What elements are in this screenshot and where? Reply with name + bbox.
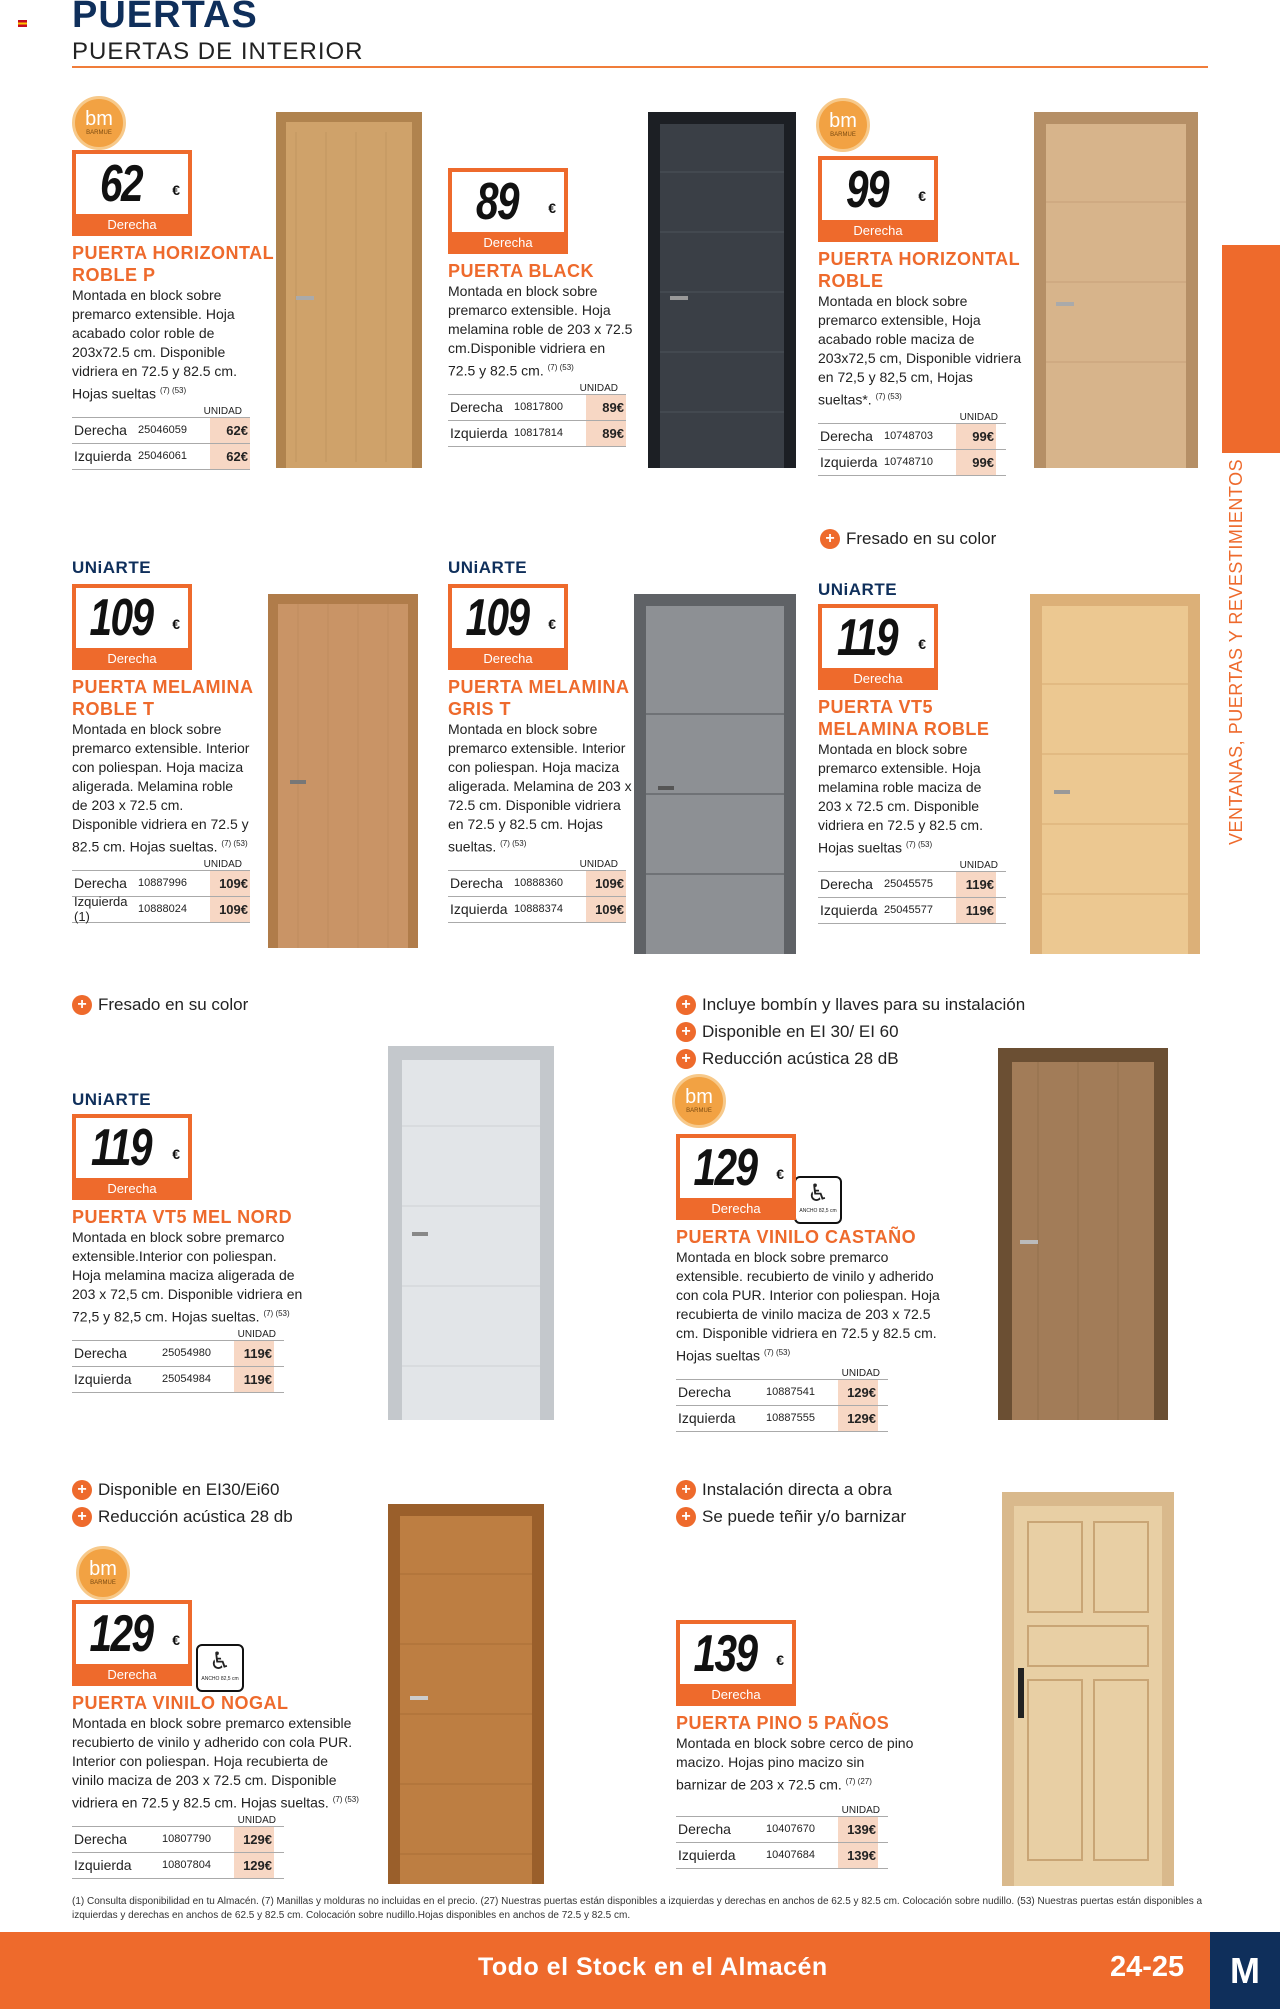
table-row: Izquierda 25045577 119€ [818, 898, 1006, 924]
page-numbers: 24-25 [1110, 1951, 1185, 1983]
price-tag: 129 € Derecha [72, 1600, 192, 1686]
price-table [72, 1340, 284, 1393]
table-row: Izquierda 10887555 129€ [676, 1406, 888, 1432]
footnote: (1) Consulta disponibilidad en tu Almacén. (7) Manillas y molduras no incluidas en el precio. (27) Nuestras puertas están disponibles a izquierdas y derechas en anchos de 62.5 y 82.5 cm. Colocación sobre nudillo. (53) Nuestras puertas están disponibles a izquierdas y derechas en anchos de 62.5 y 82.5 cm. Colocación sobre nudillo.Hojas disponibles en anchos de 72.5 y 82.5 cm. [72, 1896, 1203, 1921]
plus-icon: + [72, 995, 92, 1015]
price-table [72, 870, 250, 923]
product-description: Montada en block sobre premarco extensible, Hoja acabado roble maciza de 203x72,5 cm, Disponible vidriera en 72,5 y 82,5 cm, Hojas sueltas*. $^{(7) (53)}$ [818, 293, 1022, 408]
bm-brand-logo: bm BARMUE [72, 96, 126, 150]
feature-instalacion: + Instalación directa a obra [676, 1477, 892, 1503]
price-table [448, 870, 626, 923]
product-name: PUERTA MELAMINA ROBLE T [72, 677, 254, 719]
product-name: PUERTA BLACK [448, 261, 594, 281]
table-row: Derecha 25045575 119€ [818, 872, 1006, 898]
product-name: PUERTA VT5 MEL NORD [72, 1207, 293, 1227]
product-description: Montada en block sobre premarco extensible. recubierto de vinilo y adherido con cola PUR. Interior con poliespan. Hoja recubierta de vinilo maciza de 203 x 72.5 cm. Disponible vidriera en 72.5 y 82.5 cm. Hojas sueltas $^{(7) (53)}$ [676, 1249, 940, 1364]
table-row: Izquierda 25046061 62€ [72, 444, 250, 470]
table-row: Derecha 25054980 119€ [72, 1341, 284, 1367]
product-name: PUERTA VINILO CASTAÑO [676, 1227, 917, 1247]
plus-icon: + [72, 1480, 92, 1500]
price-tag: 109 € Derecha [72, 584, 192, 670]
table-row: Derecha 25046059 62€ [72, 418, 250, 444]
uniarte-brand-logo: UNiARTE [818, 580, 898, 599]
plus-icon: + [676, 1507, 696, 1527]
price-tag: 119 € Derecha [818, 604, 938, 690]
product-name: PUERTA HORIZONTAL ROBLE P [72, 243, 275, 285]
price-tag: 109 € Derecha [448, 584, 568, 670]
price-tag: 89 € Derecha [448, 168, 568, 254]
table-row: Derecha 10817800 89€ [448, 395, 626, 421]
product-card: 129 € Derecha PUERTA VINILO NOGAL Montada en block sobre premarco extensible recubierto de vinilo y adherido con cola PUR. Interior con poliespan. Hoja recubierta de vinilo maciza de 203 x 72.5 cm. Disponible vidriera en 72.5 y 82.5 cm. Hojas sueltas. $^{(7) (53)}$ UNIDAD Derecha 10807790 129€ Izquierda 10807804 129€ [72, 1600, 352, 1879]
plus-icon: + [676, 995, 696, 1015]
table-row: Derecha 10748703 99€ [818, 424, 1006, 450]
page-title: PUERTAS [72, 0, 258, 36]
plus-icon: + [676, 1480, 696, 1500]
uniarte-brand-logo: UNiARTE [448, 558, 528, 577]
product-description: Montada en block sobre premarco extensible.Interior con poliespan. Hoja melamina maciza aligerada de 203 x 72,5 cm. Disponible vidriera en 72,5 y 82,5 cm. Hojas sueltas. $^{(7) (53)}$ [72, 1229, 303, 1325]
price-table [818, 423, 1006, 476]
price-table [448, 394, 626, 447]
flag-icon [18, 20, 27, 27]
product-card: 109 € Derecha PUERTA MELAMINA ROBLE T Montada en block sobre premarco extensible. Interior con poliespan. Hoja maciza aligerada. Melamina roble de 203 x 72.5 cm. Disponible vidriera en 72.5 y 82.5 cm. Hojas sueltas. $^{(7) (53)}$ UNIDAD Derecha 10887996 109€ Izquierda (1) 10888024 109€ [72, 584, 352, 923]
product-card: 62 € Derecha PUERTA HORIZONTAL ROBLE P Montada en block sobre premarco extensible. Hoja acabado color roble de 203x72.5 cm. Disponible vidriera en 72.5 y 82.5 cm. Hojas sueltas $^{(7) (53)}$ UNIDAD Derecha 25046059 62€ Izquierda 25046061 62€ [72, 150, 352, 470]
feature-fresado: + Fresado en su color [820, 526, 996, 552]
product-description: Montada en block sobre premarco extensible. Hoja melamina roble de 203 x 72.5 cm.Disponible vidriera en 72.5 y 82.5 cm. $^{(7) (53)}$ [448, 283, 633, 379]
door-image [388, 1046, 554, 1420]
feature-fresado: + Fresado en su color [72, 992, 248, 1018]
plus-icon: + [676, 1049, 696, 1069]
price-tag: 129 € Derecha [676, 1134, 796, 1220]
side-section-label: VENTANAS, PUERTAS Y REVESTIMIENTOS [1226, 458, 1246, 845]
bm-brand-logo: bm BARMUE [76, 1546, 130, 1600]
table-row: Derecha 10407670 139€ [676, 1817, 888, 1843]
product-card: 89 € Derecha PUERTA BLACK Montada en block sobre premarco extensible. Hoja melamina roble de 203 x 72.5 cm.Disponible vidriera en 72.5 y 82.5 cm. $^{(7) (53)}$ UNIDAD Derecha 10817800 89€ Izquierda 10817814 89€ [448, 168, 728, 447]
price-table [676, 1816, 888, 1869]
product-description: Montada en block sobre cerco de pino macizo. Hojas pino macizo sin barnizar de 203 x 72.5 cm. $^{(7) (27)}$ [676, 1735, 914, 1793]
uniarte-brand-logo: UNiARTE [72, 1090, 152, 1109]
table-row: Derecha 10887541 129€ [676, 1380, 888, 1406]
product-card: 119 € Derecha PUERTA VT5 MELAMINA ROBLE Montada en block sobre premarco extensible. Hoja melamina roble maciza de 203 x 72.5 cm. Disponible vidriera en 72.5 y 82.5 cm. Hojas sueltas $^{(7) (53)}$ UNIDAD Derecha 25045575 119€ Izquierda 25045577 119€ [818, 604, 1098, 924]
product-card: 119 € Derecha PUERTA VT5 MEL NORD Montada en block sobre premarco extensible.Interior con poliespan. Hoja melamina maciza aligerada de 203 x 72,5 cm. Disponible vidriera en 72,5 y 82,5 cm. Hojas sueltas. $^{(7) (53)}$ UNIDAD Derecha 25054980 119€ Izquierda 25054984 119€ [72, 1114, 352, 1393]
price-table [676, 1379, 888, 1432]
plus-icon: + [72, 1507, 92, 1527]
price-table [72, 417, 250, 470]
price-table [818, 871, 1006, 924]
table-row: Izquierda 25054984 119€ [72, 1367, 284, 1393]
product-name: PUERTA VINILO NOGAL [72, 1693, 289, 1713]
side-tab [1222, 245, 1280, 453]
wheelchair-icon: ♿ ANCHO 82,5 cm [794, 1176, 842, 1224]
bm-brand-logo: bm BARMUE [672, 1074, 726, 1128]
feature-ei30: + Disponible en EI30/Ei60 [72, 1477, 279, 1503]
feature-tenir: + Se puede teñir y/o barnizar [676, 1504, 906, 1530]
product-description: Montada en block sobre premarco extensible recubierto de vinilo y adherido con cola PUR. Interior con poliespan. Hoja recubierta de vinilo maciza de 203 x 72.5 cm. Disponible vidriera en 72.5 y 82.5 cm. Hojas sueltas. $^{(7) (53)}$ [72, 1715, 359, 1811]
table-row: Izquierda 10748710 99€ [818, 450, 1006, 476]
door-image [388, 1504, 544, 1884]
price-table [72, 1826, 284, 1879]
table-row: Izquierda 10888374 109€ [448, 897, 626, 923]
table-row: Derecha 10888360 109€ [448, 871, 626, 897]
bm-brand-logo: bm BARMUE [816, 98, 870, 152]
title-divider [72, 66, 1208, 68]
price-tag: 99 € Derecha [818, 156, 938, 242]
product-name: PUERTA HORIZONTAL ROBLE [818, 249, 1021, 291]
table-row: Izquierda 10807804 129€ [72, 1853, 284, 1879]
door-image [998, 1048, 1168, 1420]
product-card: 139 € Derecha PUERTA PINO 5 PAÑOS Montada en block sobre cerco de pino macizo. Hojas pino macizo sin barnizar de 203 x 72.5 cm. $^{(7) (27)}$ UNIDAD Derecha 10407670 139€ Izquierda 10407684 139€ [676, 1620, 956, 1869]
table-row: Izquierda 10817814 89€ [448, 421, 626, 447]
product-description: Montada en block sobre premarco extensible. Interior con poliespan. Hoja maciza aligerada. Melamina roble de 203 x 72.5 cm. Disponible vidriera en 72.5 y 82.5 cm. Hojas sueltas. $^{(7) (53)}$ [72, 721, 250, 855]
table-row: Derecha 10807790 129€ [72, 1827, 284, 1853]
feature-ei30: + Disponible en EI 30/ EI 60 [676, 1019, 899, 1045]
product-card: 99 € Derecha PUERTA HORIZONTAL ROBLE Montada en block sobre premarco extensible, Hoja acabado roble maciza de 203x72,5 cm, Disponible vidriera en 72,5 y 82,5 cm, Hojas sueltas*. $^{(7) (53)}$ UNIDAD Derecha 10748703 99€ Izquierda 10748710 99€ [818, 156, 1098, 476]
price-tag: 119 € Derecha [72, 1114, 192, 1200]
product-name: PUERTA VT5 MELAMINA ROBLE [818, 697, 990, 739]
brand-logo: M [1210, 1932, 1280, 2009]
table-row: Izquierda 10407684 139€ [676, 1843, 888, 1869]
product-name: PUERTA PINO 5 PAÑOS [676, 1713, 890, 1733]
product-description: Montada en block sobre premarco extensible. Interior con poliespan. Hoja maciza aligerada. Melamina de 203 x 72.5 cm. Disponible vidriera en 72.5 y 82.5 cm. Hojas sueltas. $^{(7) (53)}$ [448, 721, 632, 855]
footer-slogan: Todo el Stock en el Almacén [478, 1953, 828, 1981]
product-name: PUERTA MELAMINA GRIS T [448, 677, 630, 719]
price-tag: 139 € Derecha [676, 1620, 796, 1706]
plus-icon: + [676, 1022, 696, 1042]
price-tag: 62 € Derecha [72, 150, 192, 236]
door-image [1002, 1492, 1174, 1886]
table-row: Derecha 10887996 109€ [72, 871, 250, 897]
uniarte-brand-logo: UNiARTE [72, 558, 152, 577]
product-card: 109 € Derecha PUERTA MELAMINA GRIS T Montada en block sobre premarco extensible. Interior con poliespan. Hoja maciza aligerada. Melamina de 203 x 72.5 cm. Disponible vidriera en 72.5 y 82.5 cm. Hojas sueltas. $^{(7) (53)}$ UNIDAD Derecha 10888360 109€ Izquierda 10888374 109€ [448, 584, 728, 923]
feature-acustica: + Reducción acústica 28 dB [676, 1046, 899, 1072]
plus-icon: + [820, 529, 840, 549]
product-card: 129 € Derecha PUERTA VINILO CASTAÑO Montada en block sobre premarco extensible. recubierto de vinilo y adherido con cola PUR. Interior con poliespan. Hoja recubierta de vinilo maciza de 203 x 72.5 cm. Disponible vidriera en 72.5 y 82.5 cm. Hojas sueltas $^{(7) (53)}$ UNIDAD Derecha 10887541 129€ Izquierda 10887555 129€ [676, 1134, 956, 1432]
page-subtitle: PUERTAS DE INTERIOR [72, 38, 364, 65]
product-description: Montada en block sobre premarco extensible. Hoja acabado color roble de 203x72.5 cm. Disponible vidriera en 72.5 y 82.5 cm. Hojas sueltas $^{(7) (53)}$ [72, 287, 237, 402]
product-description: Montada en block sobre premarco extensible. Hoja melamina roble maciza de 203 x 72.5 cm. Disponible vidriera en 72.5 y 82.5 cm. Hojas sueltas $^{(7) (53)}$ [818, 741, 983, 856]
feature-bombin: + Incluye bombín y llaves para su instalación [676, 992, 1025, 1018]
feature-acustica: + Reducción acústica 28 db [72, 1504, 293, 1530]
table-row: Izquierda (1) 10888024 109€ [74, 894, 248, 925]
wheelchair-icon: ♿ ANCHO 82,5 cm [196, 1644, 244, 1692]
